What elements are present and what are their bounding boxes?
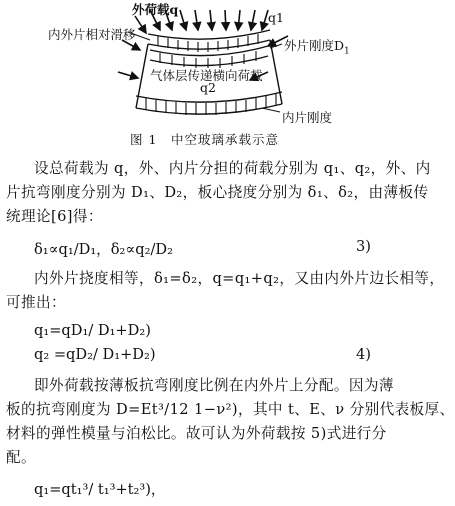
load-diagram [0, 0, 409, 150]
paragraph-3-line-4: 配。 [6, 449, 36, 466]
equation-3-number: 3) [356, 238, 371, 255]
paragraph-1-line-3: 统理论[6]得： [6, 208, 103, 225]
equation-4a: q₁=qD₁/ D₁+D₂) [34, 322, 151, 339]
equation-3: δ₁∝q₁/D₁，δ₂∝q₂/D₂ [34, 241, 173, 258]
figure-caption: 图 1 中空玻璃承载示意 [130, 132, 279, 147]
paragraph-2-line-2: 可推出： [6, 294, 66, 311]
equation-4b: q₂ =qD₂/ D₁+D₂) [34, 346, 156, 363]
paragraph-3-line-1: 即外荷载按薄板抗弯刚度比例在内外片上分配。因为薄 [34, 377, 394, 394]
label-relative-slip: 内外片相对滑移 [48, 27, 136, 42]
label-outer-stiffness: 外片刚度$D_1$ [284, 38, 350, 57]
paragraph-3-line-3: 材料的弹性模量与泊松比。故可认为外荷载按 5)式进行分 [6, 425, 387, 442]
label-inner-stiffness: 内片刚度 [282, 110, 333, 125]
paragraph-1-line-2: 片抗弯刚度分别为 D₁、D₂，板心挠度分别为 δ₁、δ₂，由薄板传 [6, 184, 429, 201]
equation-5: q₁=qt₁³/ t₁³+t₂³)， [34, 481, 166, 498]
glass-load-illustration [0, 0, 409, 130]
label-q1: q1 [268, 10, 284, 25]
equation-4-number: 4) [356, 346, 371, 363]
paragraph-2-line-1: 内外片挠度相等，δ₁=δ₂，q=q₁+q₂，又由内外片边长相等， [34, 270, 445, 287]
paragraph-1-line-1: 设总荷载为 q，外、内片分担的荷载分别为 q₁、q₂，外、内 [34, 160, 431, 177]
outer-pane [148, 30, 270, 66]
paragraph-3-line-2: 板的抗弯刚度为 D=Et³/12 1−ν²)，其中 t、E、ν 分别代表板厚、 [6, 401, 455, 418]
label-gas-layer: 气体层传递横向荷载 [150, 68, 263, 83]
label-external-load: 外荷载q [132, 2, 179, 17]
label-q2: q2 [200, 80, 216, 95]
